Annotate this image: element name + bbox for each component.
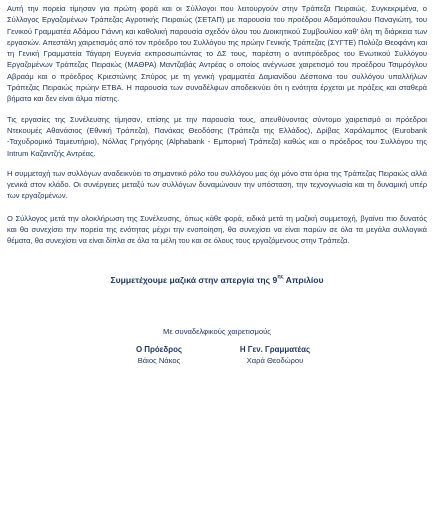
paragraph-union-role: Η συμμετοχή των συλλόγων αναδεικνύει το σημαντικό ρόλο του συλλόγου μας όχι μόνο στα όρια της Τράπεζας Πειραιώς αλλά γενικά στον κλάδο. Οι συνέργειες μεταξύ των συλλόγων δυναμώνουν την υπόσταση, την τεχνογνωσία και τη δυναμική υπέρ των εργαζομένων.: [7, 168, 427, 201]
signatory-role: Η Γεν. Γραμματέας: [239, 344, 311, 354]
strike-call-heading: [7, 274, 427, 286]
signatory-general-secretary: [217, 344, 333, 367]
signatory-role: Ο Πρόεδρος: [135, 344, 183, 354]
paragraph-union-attendance: Αυτή την πορεία τίμησαν για πρώτη φορά και οι Σύλλογοι που λειτουργούν στην Τράπεζα Πειραιώς. Συγκεκριμένα, ο Σύλλογος Εργαζομένων Τράπεζας Αγροτικής Πειραιώς (ΣΕΤΑΠ) με παρουσία του προέδρου Αδαμόπουλου Παναγιώτη, του Γενικού Γραμματέα Αδάμου Γιάννη και καθολική παρουσία σχεδόν όλου του Διοικητικού Συμβουλίου καθ’ όλη τη διάρκεια των εργασιών. Απεστάλη χαιρετισμός από τον πρόεδρο του Συλλόγου της πρώην Γενικής Τράπεζας (ΣΥΓΤΕ) Πολύζο Θεοφάνη και τη Γενική Γραμματεία Τάγαρη Ευγενία εκπροσωπώντας το ΔΣ τους, παρέστη ο αντιπρόεδρος του Ενωτικού Συλλόγου Εργαζομένων Τράπεζας Πειραιώς (ΜΑΘΡΑ) Μαντζαβάς Αντρέας ο οποίος ανέγνωσε χαιρετισμό του προέδρου Τσιμρόγλου Αβραάμ και ο πρόεδρος Κριεστώνης Σπύρος με τη γενική γραμματέα Δαμιανίδου Δέσποινα του συλλόγου υπαλλήλων Τράπεζας Πειραιώς πρώην ΕΤΒΑ. Η παρουσία των συναδέλφων αποδεικνύει ότι η ενότητα έρχεται με πράξεις και σταθερά βήματα και δεν είναι άλμα πίστης.: [7, 4, 427, 104]
paragraph-presidents-greetings: Τις εργασίες της Συνέλευσης τίμησαν, επίσης με την παρουσία τους, απευθύνοντας σύντομο χαιρετισμό οι πρόεδροι Ντεκουμές Αθανάσιος (Εθνική Τράπεζα), Πανάκας Θεοδόσης (Τράπεζα της Ελλάδος), Δρίβας Χαράλαμπος (Eurobank -Ταχυδρομικό Ταμιευτήριο), Νόλλας Γρηγόρης (Alphabank - Εμπορική Τράπεζα) καθώς και ο πρόεδρος του Συλλόγου της Intrum Καζαντζής Αντρέας.: [7, 114, 427, 158]
strike-call-ordinal-suffix: ης: [277, 273, 284, 280]
signatory-president: [101, 344, 217, 367]
strike-call-text-start: Συμμετέχουμε μαζικά στην απεργία της 9: [110, 274, 278, 285]
signature-block: [7, 344, 427, 367]
closing-greeting: Με συναδελφικούς χαιρετισμούς: [163, 326, 271, 336]
signatory-name: Βάιος Νάκος: [137, 356, 181, 366]
signatory-name: Χαρά Θεοδώρου: [246, 356, 304, 366]
paragraph-union-future: Ο Σύλλογος μετά την ολοκλήρωση της Συνέλευσης, όπως κάθε φορά, ειδικά μετά τη μαζική συμμετοχή, βγαίνει πιο δυνατός και θα συνεχίσει την πορεία της ενότητας μέχρι την ενοποίηση, θα συνεχίσει να είναι παρών σε όλα τα μεγάλα συλλογικά θέματα, θα συνεχίσει να είναι δίπλα σε όλα τα μέλη του και σε όλους τους εργαζόμενους στην Τράπεζα.: [7, 213, 427, 246]
strike-call-text-end: Απριλίου: [283, 274, 324, 285]
